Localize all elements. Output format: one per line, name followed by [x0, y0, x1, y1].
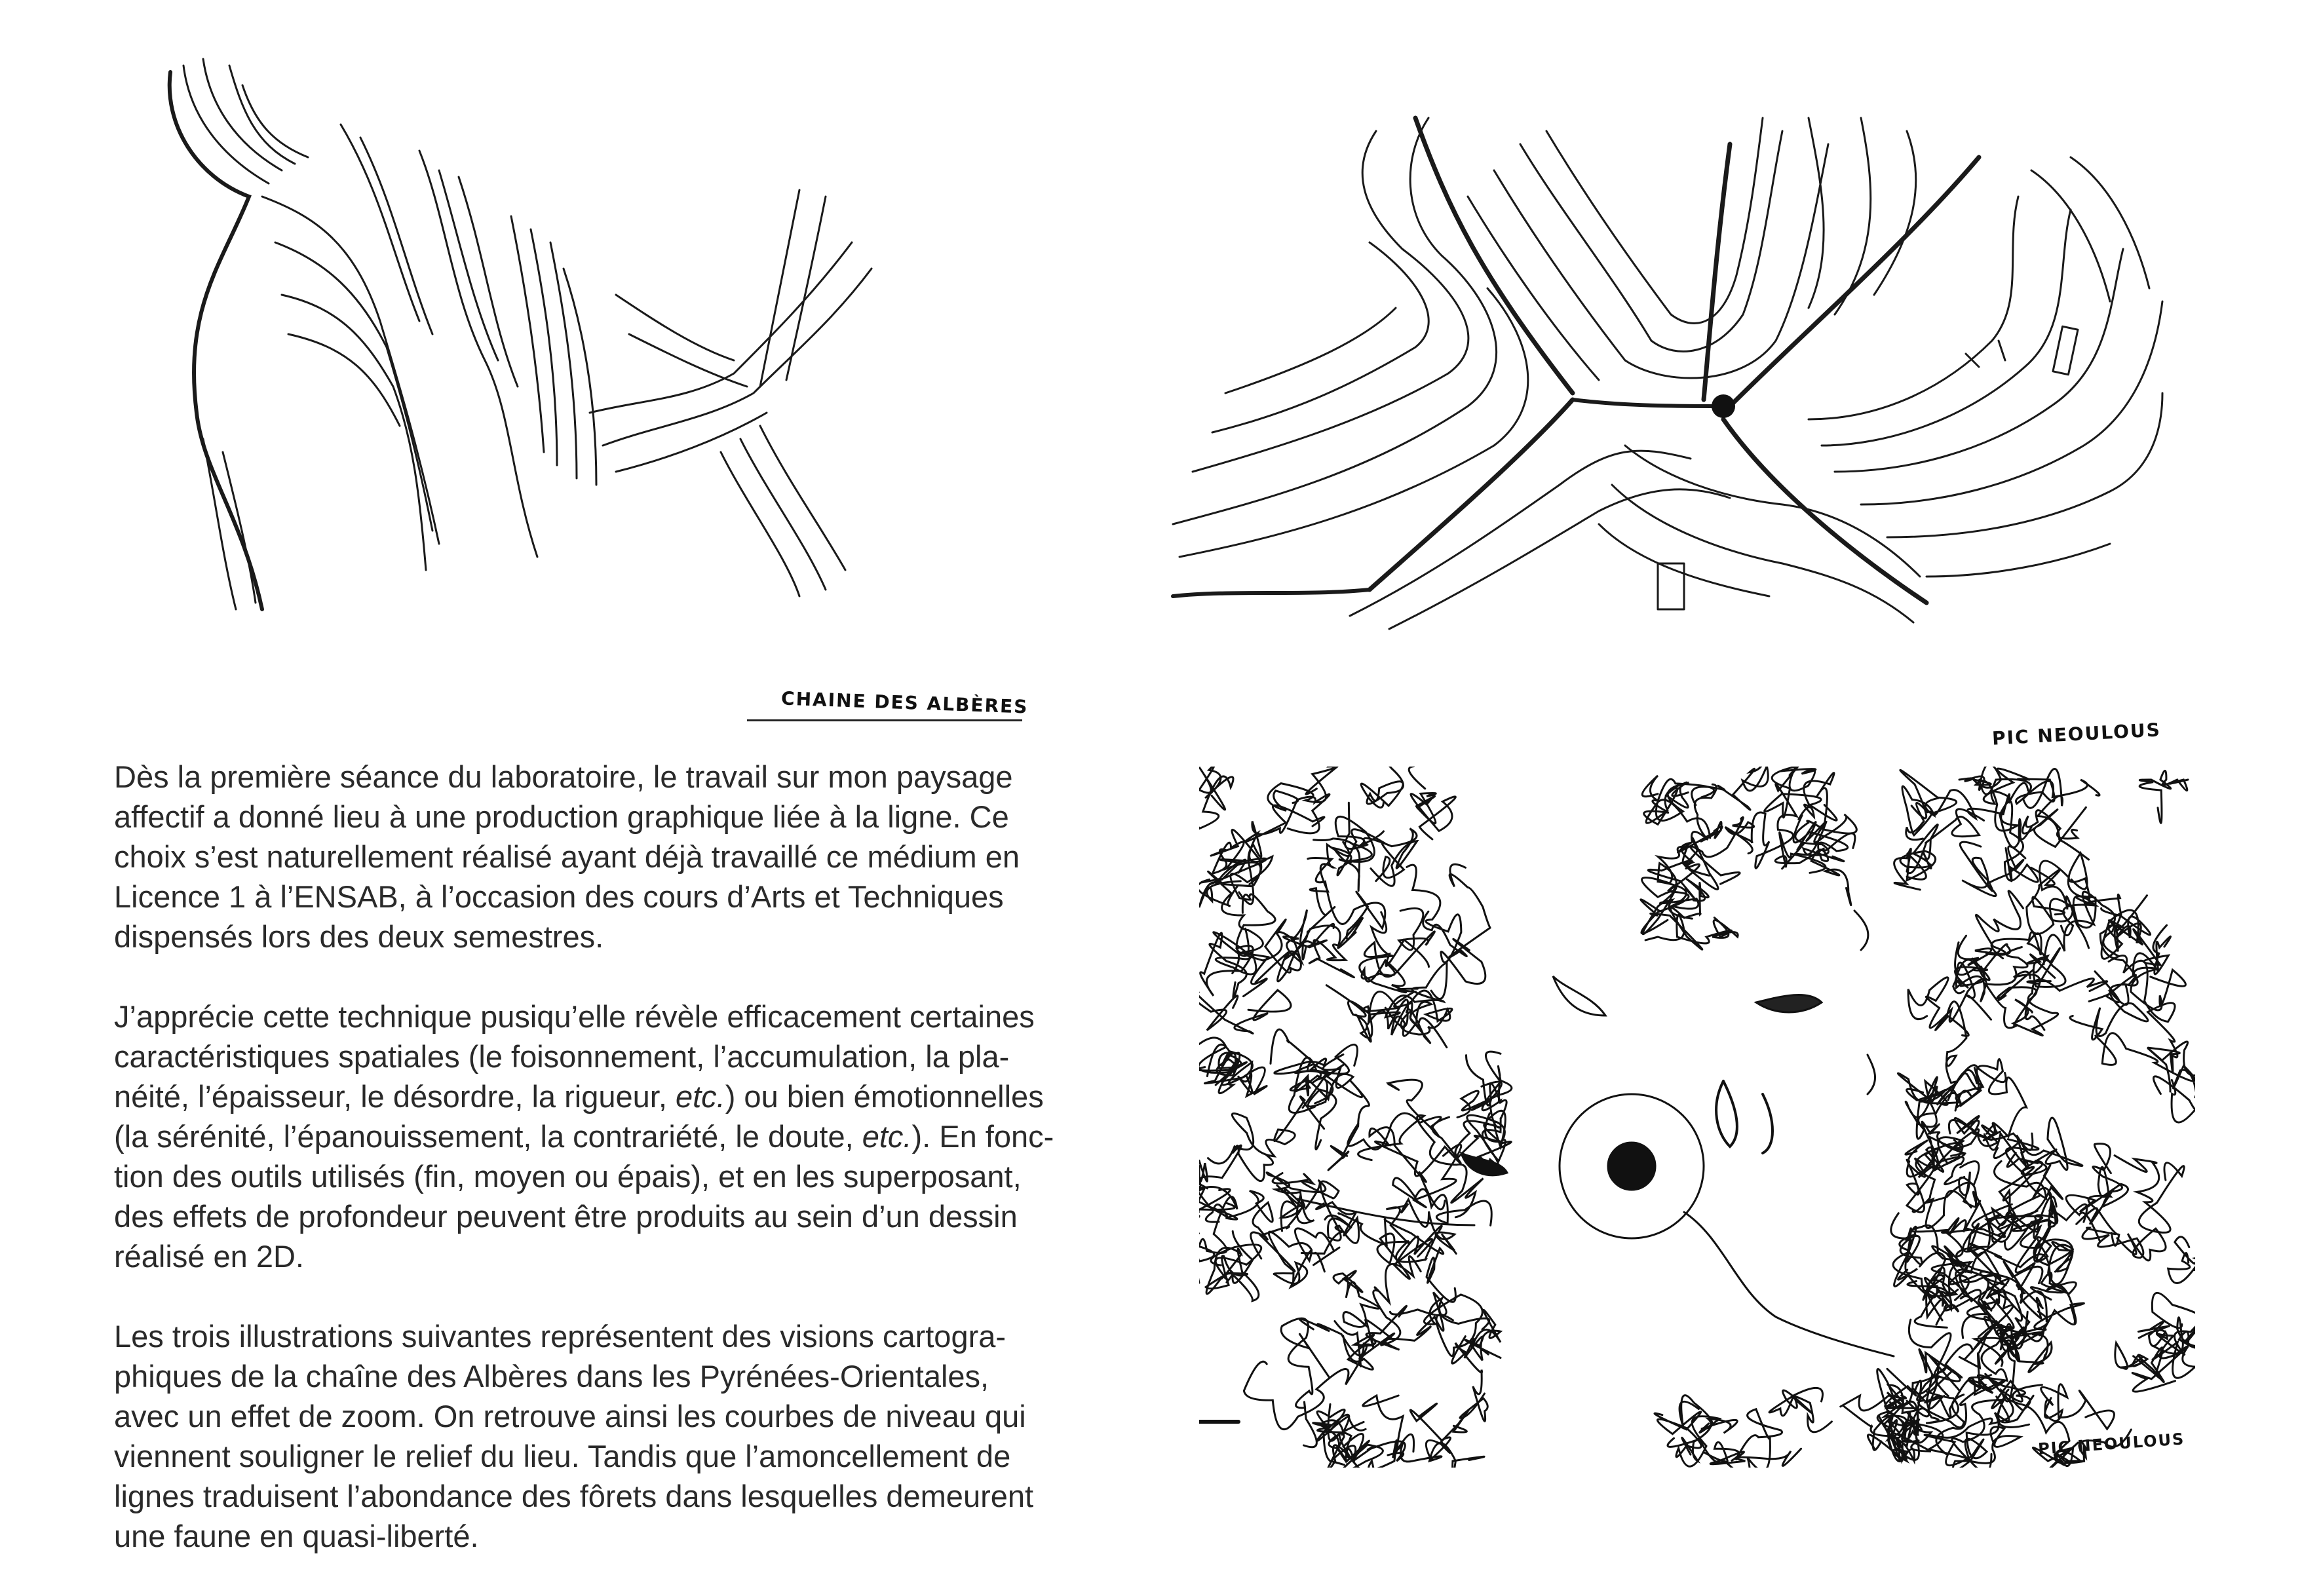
text-run: néité, l’épaisseur, le désordre, la rigueur,	[114, 1079, 676, 1114]
scribble-stroke	[1199, 1188, 1230, 1234]
text-line: J’apprécie cette technique pusiqu’elle révèle efficacement certaines	[114, 999, 1035, 1034]
forest-scribble-drawing	[1199, 767, 2195, 1468]
text-line: caractéristiques spatiales (le foisonnement, l’accumulation, la pla-	[114, 1039, 1010, 1074]
text-line: choix s’est naturellement réalisé ayant déjà travaillé ce médium en	[114, 839, 1020, 874]
scribble-stroke	[1199, 767, 1233, 829]
scribble-stroke	[1244, 1336, 1373, 1430]
italic-run: etc.	[675, 1079, 725, 1114]
text-line: Dès la première séance du laboratoire, le travail sur mon paysage	[114, 759, 1013, 794]
text-line: viennent souligner le relief du lieu. Tandis que l’amoncellement de	[114, 1439, 1011, 1473]
text-line: avec un effet de zoom. On retrouve ainsi les courbes de niveau qui	[114, 1399, 1026, 1434]
text-run: ). En fonc-	[911, 1119, 1054, 1154]
paragraph-1	[114, 757, 1097, 957]
text-line: des effets de profondeur peuvent être produits au sein d’un dessin	[114, 1199, 1018, 1234]
contour-map-drawing	[1153, 79, 2175, 642]
scribble-stroke	[1199, 871, 1263, 952]
text-line: dispensés lors des deux semestres.	[114, 919, 604, 954]
text-run: ) ou bien émotionnelles	[725, 1079, 1044, 1114]
forest-scribble-sketch	[1199, 767, 2195, 1468]
text-run: (la sérénité, l’épanouissement, la contrariété, le doute,	[114, 1119, 862, 1154]
scribble-stroke	[1984, 1133, 2038, 1168]
scribble-stroke	[2131, 936, 2186, 1010]
scribble-stroke	[2023, 769, 2100, 860]
pic-caption-top: PIC NEOULOUS	[1991, 719, 2162, 750]
paragraph-3	[114, 1316, 1097, 1556]
scribble-stroke	[1692, 767, 1776, 810]
text-line	[114, 1116, 1097, 1156]
scribble-stroke	[1956, 944, 2010, 1019]
scribble-stroke	[2168, 1237, 2195, 1283]
text-line	[114, 1076, 1097, 1116]
text-line: une faune en quasi-liberté.	[114, 1519, 479, 1553]
caption-underline	[747, 719, 1022, 721]
scribble-stroke	[2041, 1384, 2115, 1429]
contour-map-sketch	[1153, 79, 2175, 642]
pic-caption-bottom: PIC NEOULOUS	[2037, 1430, 2186, 1458]
paragraph-2	[114, 997, 1097, 1276]
scribble-stroke	[1366, 1292, 1446, 1350]
scribble-stroke	[1208, 1097, 1324, 1164]
scribble-stroke	[1936, 1130, 1979, 1185]
text-line: Licence 1 à l’ENSAB, à l’occasion des cours d’Arts et Techniques	[114, 879, 1004, 914]
text-line: phiques de la chaîne des Albères dans les Pyrénées-Orientales,	[114, 1359, 989, 1394]
text-line: réalisé en 2D.	[114, 1239, 304, 1274]
text-line: Les trois illustrations suivantes représentent des visions cartogra-	[114, 1319, 1006, 1354]
scribble-stroke	[1206, 1231, 1259, 1301]
scribble-stroke	[1465, 1310, 1501, 1360]
text-line: lignes traduisent l’abondance des fôrets dans lesquelles demeurent	[114, 1479, 1034, 1513]
text-line: tion des outils utilisés (fin, moyen ou épais), et en les superposant,	[114, 1159, 1022, 1194]
text-line: affectif a donné lieu à une production graphique liée à la ligne. Ce	[114, 799, 1009, 834]
scribble-stroke	[1411, 793, 1455, 839]
albere-caption: CHAINE DES ALBÈRES	[780, 687, 1029, 718]
scribble-stroke	[1333, 1271, 1379, 1327]
albere-ridge-drawing	[144, 46, 917, 636]
scribble-stroke	[1278, 924, 1334, 981]
scribble-stroke	[1769, 1388, 1831, 1432]
scribble-stroke	[1960, 842, 2025, 896]
scribble-stroke	[2000, 801, 2038, 882]
albere-ridge-sketch	[144, 46, 917, 636]
scribble-stroke	[2044, 892, 2137, 1004]
scribble-stroke	[2082, 1228, 2166, 1261]
scribble-stroke	[1991, 932, 2065, 987]
italic-run: etc.	[862, 1119, 912, 1154]
scribble-stroke	[2004, 1292, 2084, 1346]
scribble-stroke	[2139, 770, 2188, 823]
scribble-stroke	[1997, 955, 2055, 1030]
body-text	[114, 757, 1097, 1596]
scribble-stroke	[1268, 767, 1338, 810]
scribble-stroke	[1410, 1403, 1468, 1459]
